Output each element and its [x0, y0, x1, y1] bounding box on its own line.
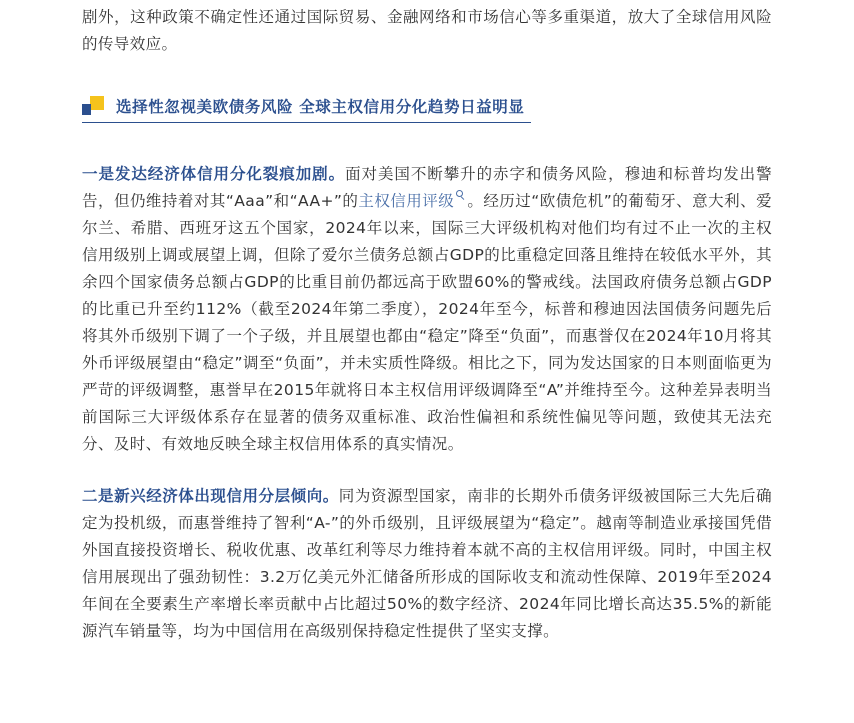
paragraph-text-emerging: 同为资源型国家，南非的长期外币债务评级被国际三大先后确定为投机级，而惠誉维持了智利“A-”的外币级别，且评级展望为“稳定”。越南等制造业承接国凭借外国直接投资增长、税收优惠、改革红利等尽力维持着本就不高的主权信用评级。同时，中国主权信用展现出了强劲韧性：3.2万亿美元外汇储备所形成的国际收支和流动性保障、2019年至2024年间在全要素生产率增长率贡献中占比超过50%的数字经济、2024年同比增长高达35.5%的新能源汽车销量等，均为中国信用在高级别保持稳定性提供了坚实支撑。 — [82, 487, 772, 640]
intro-paragraph — [82, 4, 772, 58]
paragraph-lead-emerging: 二是新兴经济体出现信用分层倾向。 — [82, 487, 339, 505]
section-heading — [82, 96, 531, 123]
paragraph-developed-economies — [82, 161, 772, 458]
section-heading-text: 选择性忽视美欧债务风险 全球主权信用分化趋势日益明显 — [116, 98, 525, 116]
heading-squares-icon — [82, 96, 104, 118]
paragraph-text-after-link: 。经历过“欧债危机”的葡萄牙、意大利、爱尔兰、希腊、西班牙这五个国家，2024年以来，国际三大评级机构对他们均有过不止一次的主权信用级别上调或展望上调，但除了爱尔兰债务总额占GDP的比重稳定回落且维持在较低水平外，其余四个国家债务总额占GDP的比重目前仍都远高于欧盟60%的警戒线。法国政府债务总额占GDP的比重已升至约112%（截至2024年第二季度），2024年至今，标普和穆迪因法国债务问题先后将其外币级别下调了一个子级，并且展望也都由“稳定”降至“负面”，而惠誉仅在2024年10月将其外币评级展望由“稳定”调至“负面”，并未实质性降级。相比之下，同为发达国家的日本则面临更为严苛的评级调整，惠誉早在2015年就将日本主权信用评级调降至“A”并维持至今。这种差异表明当前国际三大评级体系存在显著的债务双重标准、政治性偏袒和系统性偏见等问题，致使其无法充分、及时、有效地反映全球主权信用体系的真实情况。 — [82, 192, 772, 453]
intro-text: 剧外，这种政策不确定性还通过国际贸易、金融网络和市场信心等多重渠道，放大了全球信用风险的传导效应。 — [82, 8, 772, 53]
article-body — [82, 0, 772, 645]
paragraph-emerging-economies — [82, 483, 772, 645]
search-icon[interactable] — [456, 190, 465, 200]
sovereign-rating-link[interactable]: 主权信用评级 — [358, 192, 455, 210]
paragraph-text-before-link: 面对美国不断攀升的赤字和债务风险，穆迪和标普均发出警告，但仍维持着对其“Aaa”和“AA+”的 — [82, 165, 772, 210]
paragraph-lead-developed: 一是发达经济体信用分化裂痕加剧。 — [82, 165, 346, 183]
